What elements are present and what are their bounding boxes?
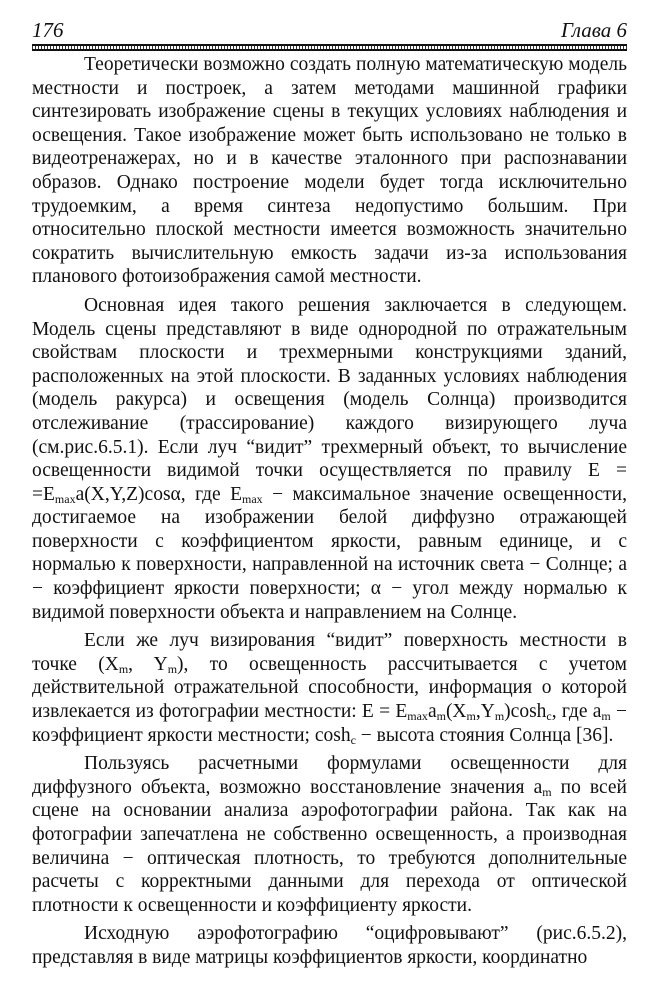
chapter-title: Глава 6: [561, 18, 627, 42]
subscript: m: [601, 709, 611, 724]
subscript: c: [350, 732, 356, 747]
text-run: Основная идея такого решения заключается в следующем. Модель сцены представляют в виде однородной по отражательным свойствам плоскости и трехмерными конструкциями зданий, расположенных на этой плоскости. В заданных условиях наблюдения (модель ракурса) и освещения (модель Солнца) производится отслеживание (трассирование) каждого визирующего луча (см.рис.6.5.1). Если луч “видит” трехмерный объект, то вычисление освещенности видимой точки осуществляется по правилу E = =E: [32, 294, 627, 505]
running-head: [32, 18, 627, 42]
subscript: c: [546, 709, 552, 724]
text-run: − максимальное значение освещенности, достигаемое на изображении белой диффузно отражающей поверхности с коэффициентом яркости, равным единице, и с нормалью к поверхности, направленной на источник света − Солнце; a − коэффициент яркости поверхности; α − угол между нормалью к видимой поверхности объекта и направлением на Солнце.: [32, 483, 627, 623]
paragraph: [32, 629, 627, 747]
text-run: , Y: [128, 653, 168, 675]
text-run: )cosh: [504, 701, 547, 723]
paragraph: [32, 752, 627, 917]
paragraph: [32, 294, 627, 624]
subscript: m: [494, 709, 505, 724]
text-run: ,Y: [475, 701, 495, 723]
text-run: a: [427, 701, 437, 723]
subscript: max: [54, 491, 76, 506]
subscript: m: [542, 784, 552, 799]
text-run: ), то освещенность рассчитывается с учетом действительной отражательной способности, информация о которой извлекается из фотографии местности: E = E: [32, 653, 627, 723]
text-run: (X: [445, 701, 467, 723]
header-rule: [32, 44, 627, 51]
paragraph: [32, 922, 627, 969]
text-run: по всей сцене на основании анализа аэрофотографии района. Так как на фотографии запечатлена не собственно освещенность, а производная величина − оптическая плотность, то требуются дополнительные расчеты с корректными данными для перехода от оптической плотности к освещенности и коэффициенту яркости.: [32, 776, 627, 916]
text-run: − высота стояния Солнца [36].: [355, 724, 614, 746]
subscript: m: [466, 709, 476, 724]
page-number: 176: [32, 18, 64, 42]
body-text: [32, 53, 627, 970]
text-run: Теоретически возможно создать полную математическую модель местности и построек, а затем методами машинной графики синтезировать изображение сцены в текущих условиях наблюдения и освещения. Такое изображение может быть использовано не только в видеотренажерах, но и в качестве эталонного при распознавании образов. Однако построение модели будет тогда исключительно трудоемким, а время синтеза недопустимо большим. При относительно плоской местности имеется возможность значительно сократить вычислительную емкость задачи из-за использования планового фотоизображения самой местности.: [32, 54, 627, 288]
subscript: m: [118, 661, 129, 676]
text-run: Пользуясь расчетными формулами освещенности для диффузного объекта, возможно восстановление значения a: [32, 753, 627, 798]
subscript: max: [242, 491, 263, 506]
text-run: − коэффициент яркости местности; cosh: [32, 701, 628, 746]
text-run: Если же луч визирования “видит” поверхность местности в точке (X: [32, 630, 627, 675]
subscript: max: [407, 709, 428, 724]
text-run: , где a: [551, 701, 602, 723]
text-run: Исходную аэрофотографию “оцифровывают” (рис.6.5.2), представляя в виде матрицы коэффициентов яркости, координатно: [32, 923, 627, 968]
subscript: m: [167, 661, 178, 676]
subscript: m: [436, 709, 446, 724]
paragraph: [32, 53, 627, 289]
text-run: a(X,Y,Z)cosα, где E: [75, 483, 243, 505]
book-page: [32, 18, 627, 970]
